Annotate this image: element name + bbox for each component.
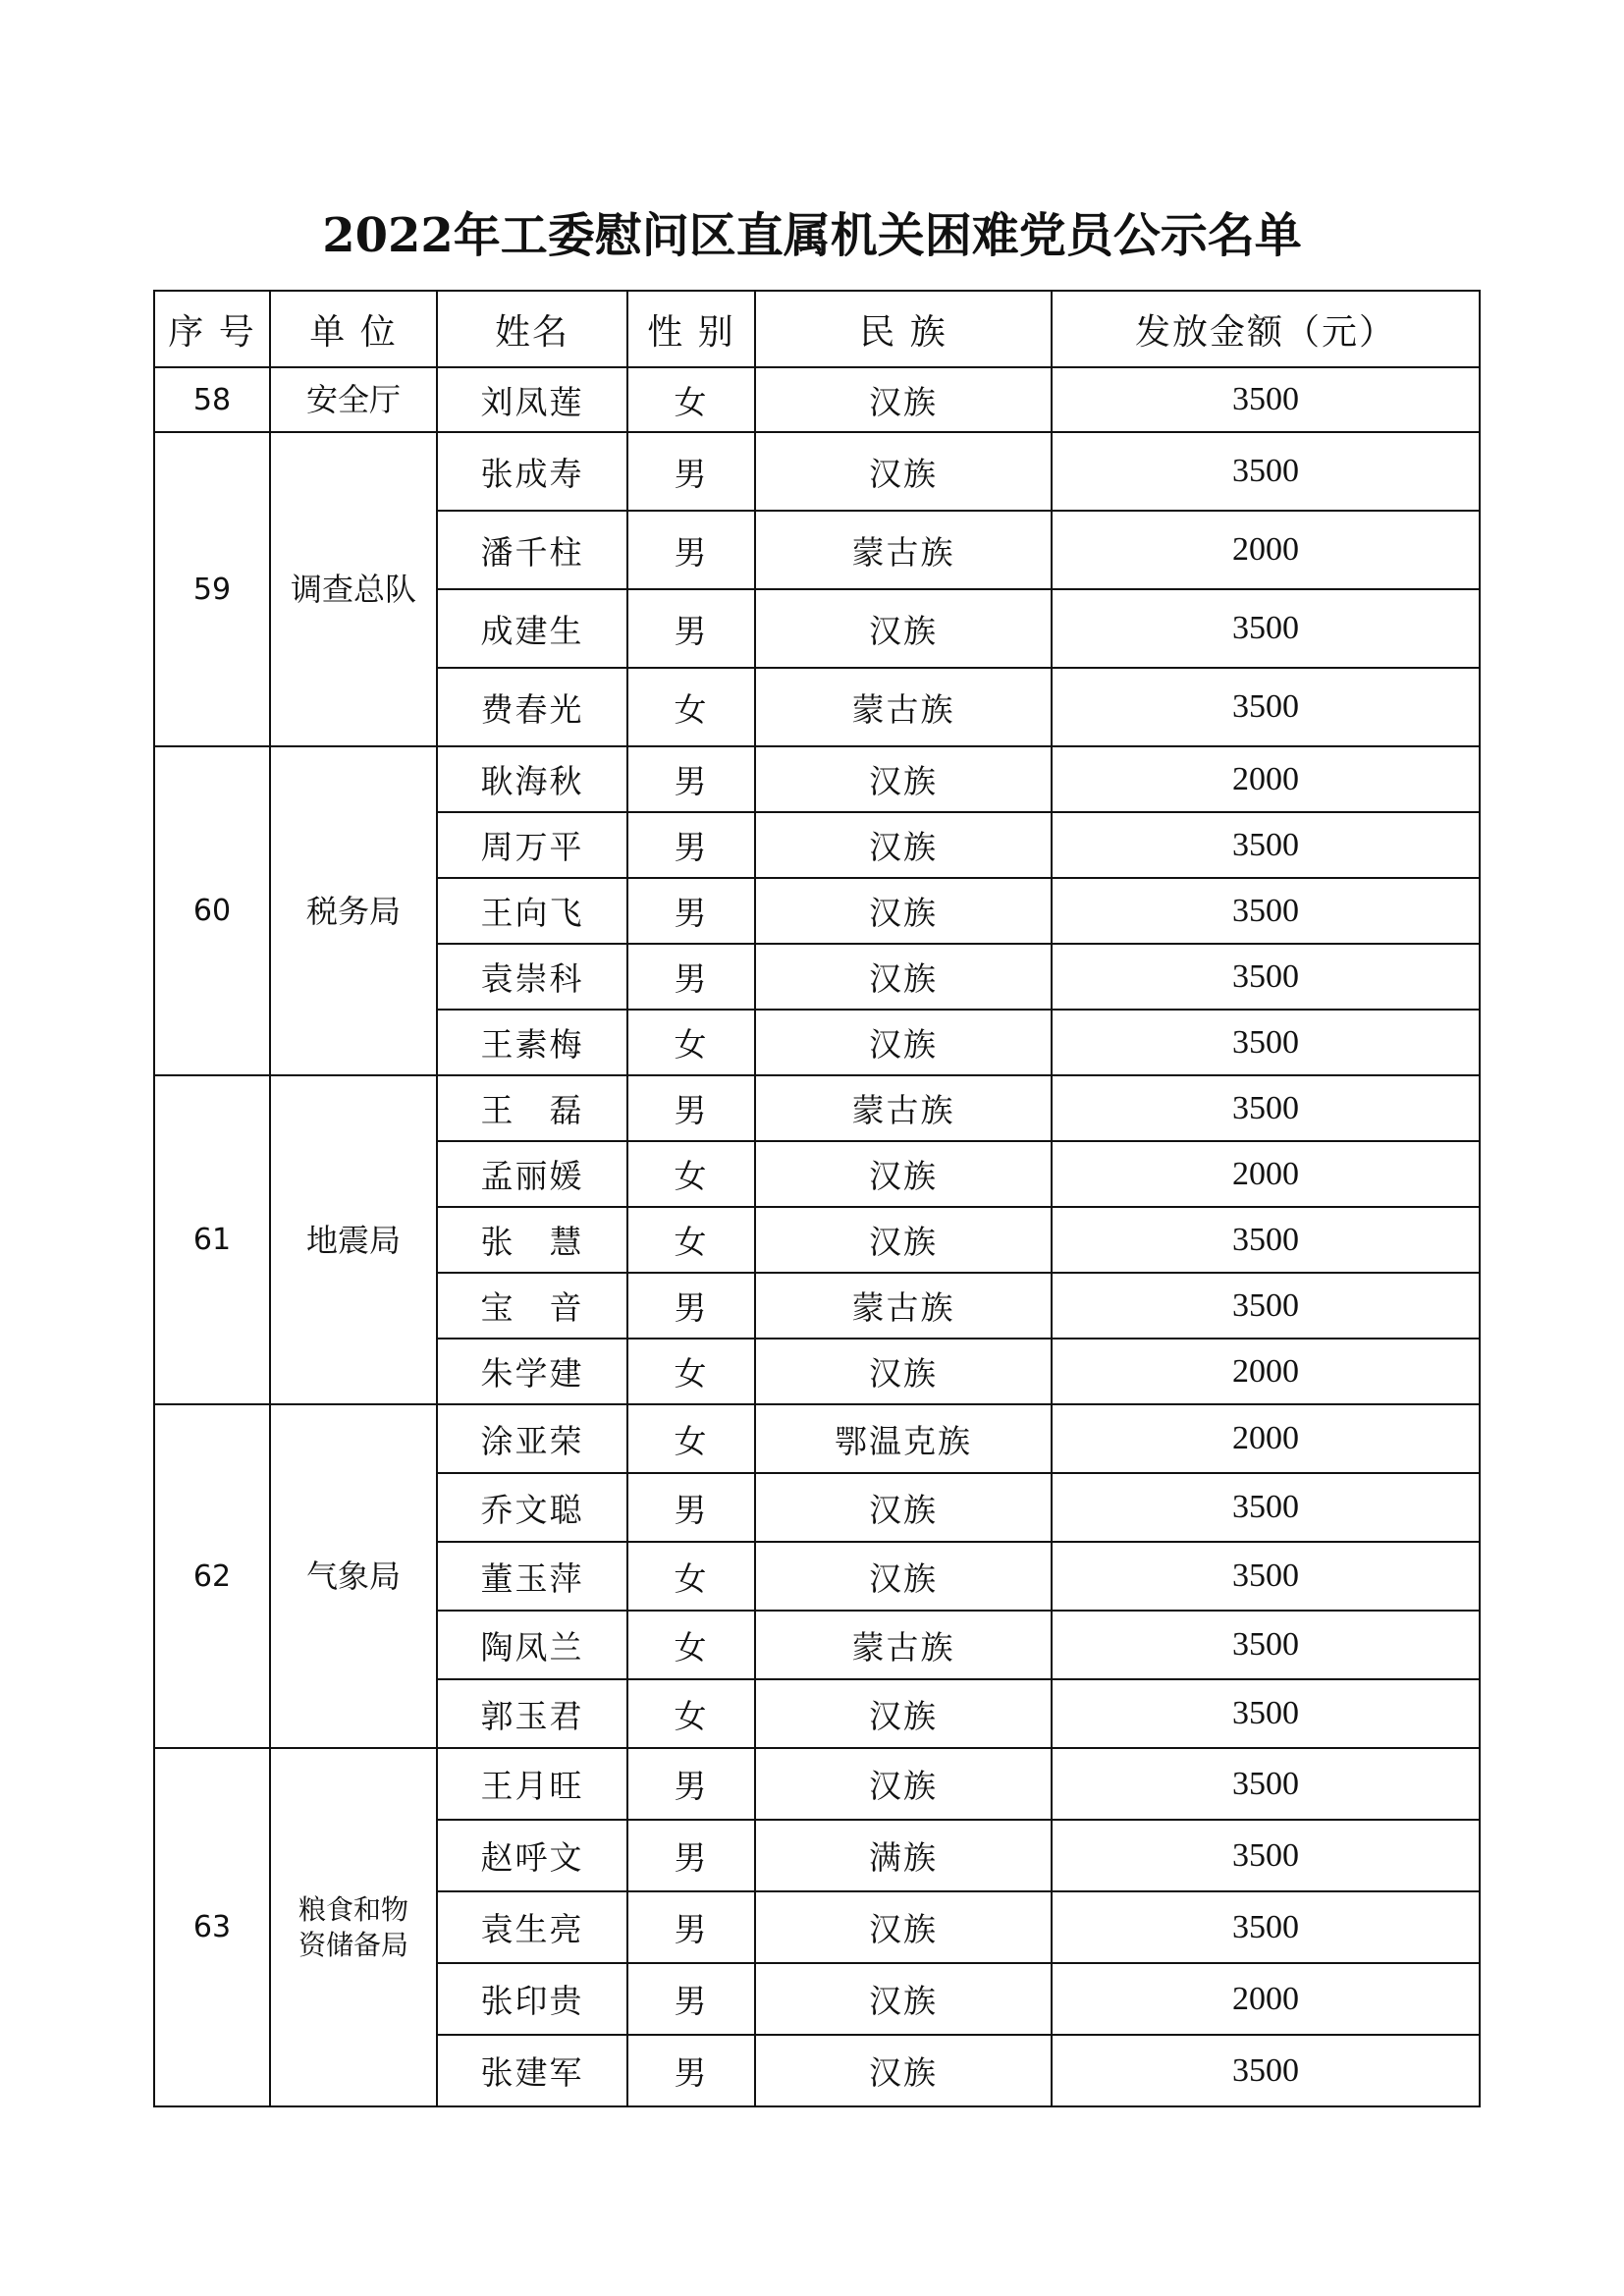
member-ethnicity: 汉族 [755,1542,1052,1611]
member-gender: 男 [627,944,755,1010]
header-unit: 单 位 [270,291,437,367]
member-gender: 男 [627,878,755,944]
member-ethnicity: 汉族 [755,367,1052,432]
member-gender: 男 [627,1891,755,1963]
group-unit: 税务局 [270,746,437,1075]
table-row [154,746,1480,812]
table-row [154,367,1480,432]
member-gender: 女 [627,1679,755,1748]
member-amount: 3500 [1052,367,1480,432]
member-ethnicity: 汉族 [755,2035,1052,2106]
member-amount: 3500 [1052,1679,1480,1748]
member-name: 孟丽媛 [437,1141,627,1207]
group-unit: 安全厅 [270,367,437,432]
member-gender: 男 [627,511,755,589]
member-amount: 2000 [1052,1141,1480,1207]
member-gender: 女 [627,1141,755,1207]
member-amount: 2000 [1052,1339,1480,1404]
member-gender: 女 [627,1611,755,1679]
member-amount: 3500 [1052,1273,1480,1339]
group-unit: 气象局 [270,1404,437,1748]
group-seq: 59 [154,432,270,746]
member-amount: 3500 [1052,1207,1480,1273]
member-gender: 男 [627,746,755,812]
member-name: 张 慧 [437,1207,627,1273]
member-gender: 男 [627,1075,755,1141]
member-amount: 2000 [1052,511,1480,589]
group-unit-line: 粮食和物 [298,1892,408,1926]
member-name: 周万平 [437,812,627,878]
member-amount: 3500 [1052,668,1480,746]
member-ethnicity: 汉族 [755,1141,1052,1207]
member-gender: 女 [627,1010,755,1075]
group-unit: 地震局 [270,1075,437,1404]
member-ethnicity: 汉族 [755,1963,1052,2035]
member-name: 王向飞 [437,878,627,944]
group-unit: 调查总队 [270,432,437,746]
member-amount: 3500 [1052,812,1480,878]
member-name: 宝 音 [437,1273,627,1339]
member-gender: 男 [627,1963,755,2035]
member-name: 耿海秋 [437,746,627,812]
member-name: 成建生 [437,589,627,668]
header-gender: 性 别 [627,291,755,367]
member-ethnicity: 蒙古族 [755,668,1052,746]
member-ethnicity: 汉族 [755,944,1052,1010]
member-gender: 女 [627,1542,755,1611]
member-name: 王 磊 [437,1075,627,1141]
table-row [154,1748,1480,1820]
header-row [154,291,1480,367]
member-amount: 3500 [1052,944,1480,1010]
group-unit-line: 资储备局 [298,1928,408,1961]
member-gender: 男 [627,1273,755,1339]
page-title: 2022年工委慰问区直属机关困难党员公示名单 [322,208,1302,263]
header-ethnicity: 民 族 [755,291,1052,367]
group-seq: 62 [154,1404,270,1748]
member-name: 袁生亮 [437,1891,627,1963]
member-ethnicity: 蒙古族 [755,1075,1052,1141]
group-seq: 58 [154,367,270,432]
member-amount: 3500 [1052,1473,1480,1542]
member-name: 涂亚荣 [437,1404,627,1473]
group-seq: 60 [154,746,270,1075]
member-ethnicity: 蒙古族 [755,1611,1052,1679]
roster-body [154,367,1480,2106]
member-gender: 女 [627,1404,755,1473]
member-amount: 3500 [1052,589,1480,668]
member-gender: 男 [627,812,755,878]
member-ethnicity: 汉族 [755,1010,1052,1075]
member-amount: 3500 [1052,432,1480,511]
member-ethnicity: 汉族 [755,589,1052,668]
member-name: 张成寿 [437,432,627,511]
member-amount: 3500 [1052,1820,1480,1891]
member-name: 乔文聪 [437,1473,627,1542]
group-seq: 61 [154,1075,270,1404]
member-gender: 女 [627,367,755,432]
member-gender: 男 [627,1748,755,1820]
member-amount: 3500 [1052,1611,1480,1679]
member-name: 王素梅 [437,1010,627,1075]
member-name: 朱学建 [437,1339,627,1404]
table-row [154,432,1480,511]
member-amount: 3500 [1052,2035,1480,2106]
member-amount: 3500 [1052,1748,1480,1820]
member-ethnicity: 蒙古族 [755,511,1052,589]
member-name: 赵呼文 [437,1820,627,1891]
member-ethnicity: 汉族 [755,1679,1052,1748]
member-name: 费春光 [437,668,627,746]
header-amount: 发放金额（元） [1052,291,1480,367]
member-name: 袁崇科 [437,944,627,1010]
member-amount: 3500 [1052,1542,1480,1611]
member-gender: 男 [627,1473,755,1542]
member-ethnicity: 蒙古族 [755,1273,1052,1339]
member-ethnicity: 鄂温克族 [755,1404,1052,1473]
roster-table [153,290,1481,2107]
table-row [154,1404,1480,1473]
member-ethnicity: 汉族 [755,1891,1052,1963]
member-ethnicity: 汉族 [755,1207,1052,1273]
member-name: 刘凤莲 [437,367,627,432]
member-amount: 2000 [1052,1404,1480,1473]
header-seq: 序 号 [154,291,270,367]
member-amount: 2000 [1052,1963,1480,2035]
member-amount: 2000 [1052,746,1480,812]
member-gender: 男 [627,1820,755,1891]
member-amount: 3500 [1052,1891,1480,1963]
member-amount: 3500 [1052,1010,1480,1075]
member-ethnicity: 汉族 [755,878,1052,944]
member-ethnicity: 汉族 [755,1748,1052,1820]
member-ethnicity: 汉族 [755,1473,1052,1542]
member-gender: 男 [627,432,755,511]
table-row [154,1075,1480,1141]
member-name: 董玉萍 [437,1542,627,1611]
group-seq: 63 [154,1748,270,2106]
member-name: 张建军 [437,2035,627,2106]
member-name: 王月旺 [437,1748,627,1820]
member-gender: 男 [627,2035,755,2106]
member-name: 张印贵 [437,1963,627,2035]
member-name: 陶凤兰 [437,1611,627,1679]
member-ethnicity: 满族 [755,1820,1052,1891]
member-ethnicity: 汉族 [755,812,1052,878]
member-gender: 女 [627,668,755,746]
group-unit [270,1748,437,2106]
member-gender: 女 [627,1207,755,1273]
member-amount: 3500 [1052,878,1480,944]
member-gender: 女 [627,1339,755,1404]
member-ethnicity: 汉族 [755,432,1052,511]
member-ethnicity: 汉族 [755,746,1052,812]
member-name: 郭玉君 [437,1679,627,1748]
member-ethnicity: 汉族 [755,1339,1052,1404]
member-amount: 3500 [1052,1075,1480,1141]
member-gender: 男 [627,589,755,668]
member-name: 潘千柱 [437,511,627,589]
header-name: 姓名 [437,291,627,367]
